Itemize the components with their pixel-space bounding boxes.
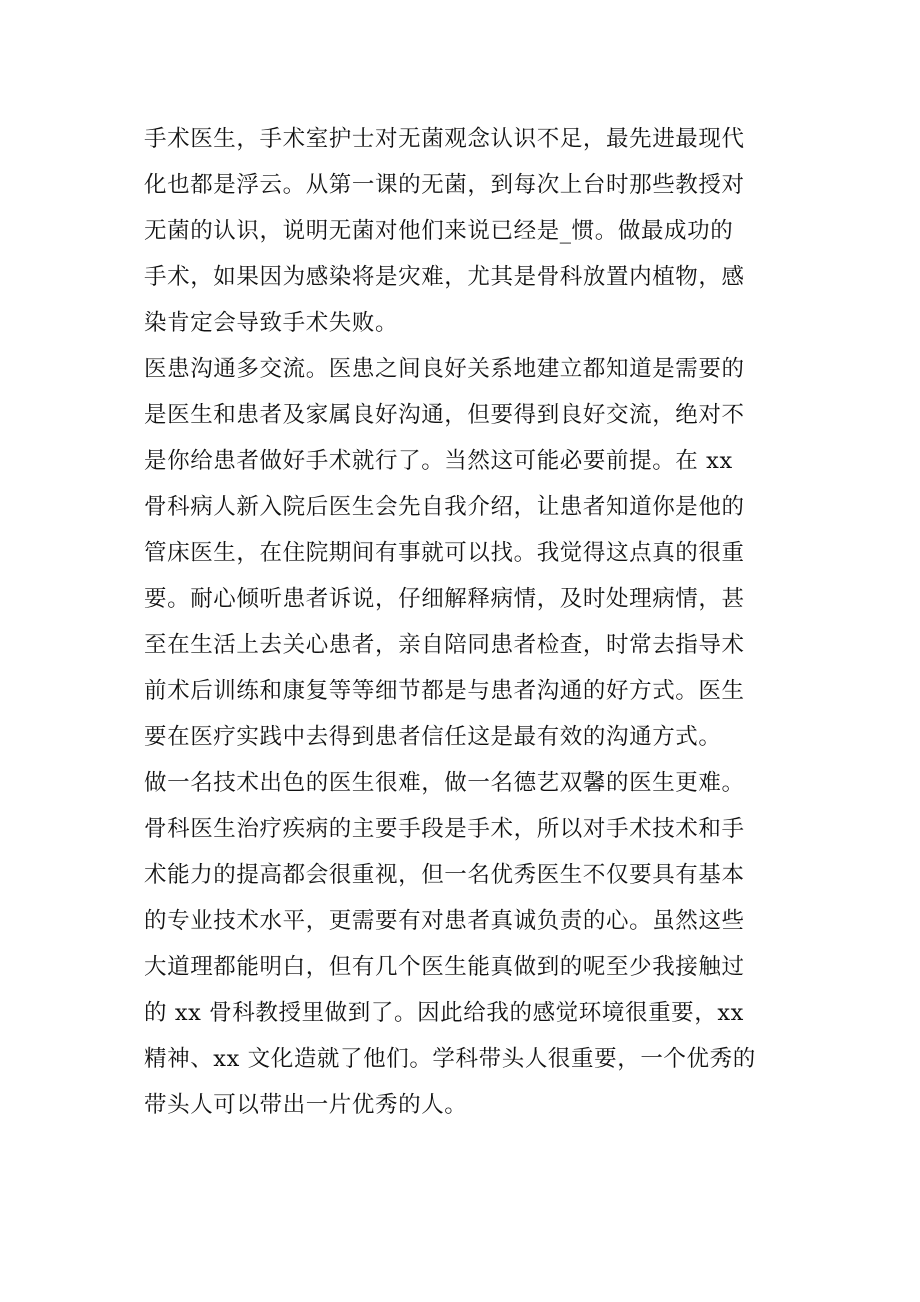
text-line-15: 做一名技术出色的医生很难，做一名德艺双馨的医生更难。 (144, 770, 745, 796)
text-line-21: 精神、xx 文化造就了他们。学科带头人很重要，一个优秀的 (144, 1046, 756, 1072)
text-line-4: 手术，如果因为感染将是灾难，尤其是骨科放置内植物，感 (144, 264, 745, 290)
text-line-7: 是医生和患者及家属良好沟通，但要得到良好交流，绝对不 (144, 402, 745, 428)
text-line-20: 的 xx 骨科教授里做到了。因此给我的感觉环境很重要，xx (144, 1000, 744, 1026)
text-line-6: 医患沟通多交流。医患之间良好关系地建立都知道是需要的 (144, 356, 745, 382)
text-line-17: 术能力的提高都会很重视，但一名优秀医生不仅要具有基本 (144, 862, 745, 888)
text-line-16: 骨科医生治疗疾病的主要手段是手术，所以对手术技术和手 (144, 816, 745, 842)
text-line-10: 管床医生，在住院期间有事就可以找。我觉得这点真的很重 (144, 540, 745, 566)
text-line-22: 带头人可以带出一片优秀的人。 (144, 1092, 468, 1118)
text-line-3: 无菌的认识，说明无菌对他们来说已经是_惯。做最成功的 (144, 218, 734, 244)
text-line-1: 手术医生，手术室护士对无菌观念认识不足，最先进最现代 (144, 126, 745, 152)
text-line-12: 至在生活上去关心患者，亲自陪同患者检查，时常去指导术 (144, 632, 745, 658)
text-line-9: 骨科病人新入院后医生会先自我介绍，让患者知道你是他的 (144, 494, 745, 520)
text-line-13: 前术后训练和康复等等细节都是与患者沟通的好方式。医生 (144, 678, 745, 704)
text-line-14: 要在医疗实践中去得到患者信任这是最有效的沟通方式。 (144, 724, 722, 750)
text-line-5: 染肯定会导致手术失败。 (144, 310, 399, 336)
text-line-11: 要。耐心倾听患者诉说，仔细解释病情，及时处理病情，甚 (144, 586, 745, 612)
text-line-18: 的专业技术水平，更需要有对患者真诚负责的心。虽然这些 (144, 908, 745, 934)
text-line-2: 化也都是浮云。从第一课的无菌，到每次上台时那些教授对 (144, 172, 745, 198)
text-line-19: 大道理都能明白，但有几个医生能真做到的呢至少我接触过 (144, 954, 745, 980)
text-line-8: 是你给患者做好手术就行了。当然这可能必要前提。在 xx (144, 448, 733, 474)
document-body (144, 116, 844, 1128)
